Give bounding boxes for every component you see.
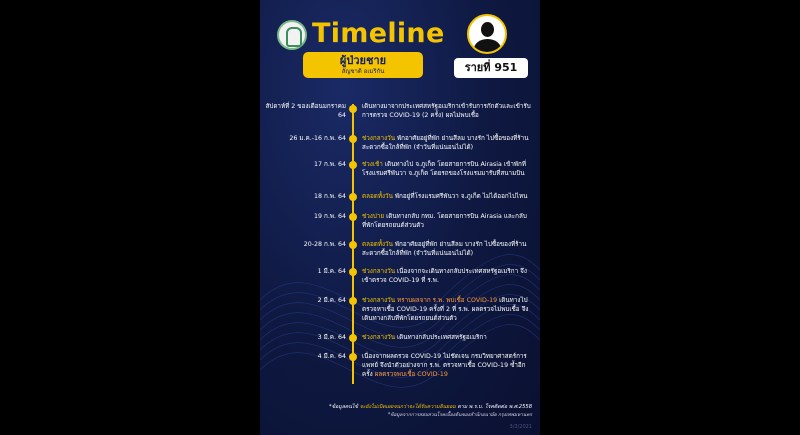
entry-date: 1 มี.ค. 64 bbox=[317, 268, 346, 275]
entry-text: พักอาศัยอยู่ที่พัก ย่านสีลม บางรัก ไปซื้อของที่ร้านสะดวกซื้อใกล้ที่พัก (จำวันที่แน่นอนไม่ได้) bbox=[362, 135, 529, 151]
entry-description bbox=[362, 296, 534, 323]
entry-period: ช่วงกลางวัน bbox=[362, 268, 396, 275]
entry-description bbox=[362, 352, 534, 379]
entry-period: ตลอดทั้งวัน bbox=[362, 241, 393, 248]
entry-description bbox=[362, 192, 534, 201]
patient-avatar-icon bbox=[467, 14, 507, 54]
timeline-dot bbox=[349, 268, 357, 276]
entry-text: เดินทางไป จ.ภูเก็ต โดยสายการบิน Airasia เข้าพักที่โรงแรมศรีพันวา จ.ภูเก็ต โดยรถของโรงแรมมารับที่สนามบิน bbox=[362, 161, 527, 177]
timeline-dot bbox=[349, 135, 357, 143]
patient-badge bbox=[303, 52, 423, 78]
entry-period: ช่วงเช้า bbox=[362, 161, 383, 168]
date-stamp: 3/3/2021 bbox=[509, 424, 532, 430]
timeline-dot bbox=[349, 353, 357, 361]
entry-positive-result: ทราบผลจาก ร.พ. พบเชื้อ COVID-19 bbox=[397, 297, 498, 304]
entry-description bbox=[362, 333, 534, 342]
entry-period: ช่วงกลางวัน bbox=[362, 135, 396, 142]
privacy-note-highlight: จะยังไม่เปิดเผยจนกว่าจะได้รับความยินยอม bbox=[359, 404, 456, 410]
privacy-note bbox=[270, 404, 532, 411]
entry-text: เดินทางกลับประเทศสหรัฐอเมริกา bbox=[397, 334, 487, 341]
entry-description bbox=[362, 240, 534, 258]
timeline-dot bbox=[349, 241, 357, 249]
entry-date: 20-28 ก.พ. 64 bbox=[303, 241, 346, 248]
timeline-dot bbox=[349, 105, 357, 113]
entry-positive-result: ผลตรวจพบเชื้อ COVID-19 bbox=[374, 371, 448, 378]
patient-label: ผู้ป่วยชาย bbox=[339, 54, 387, 67]
entry-date: สัปดาห์ที่ 2 ของเดือนมกราคม 64 bbox=[265, 103, 346, 119]
entry-description bbox=[362, 267, 534, 285]
privacy-note-suffix: ตาม พ.ร.บ. โรคติดต่อ พ.ศ.2558 bbox=[457, 404, 532, 410]
timeline-dot bbox=[349, 193, 357, 201]
bma-seal-logo bbox=[277, 20, 307, 50]
timeline-dot bbox=[349, 334, 357, 342]
entry-date: 2 มี.ค. 64 bbox=[317, 297, 346, 304]
timeline-dot bbox=[349, 213, 357, 221]
entry-text: เนื่องจากผลตรวจ COVID-19 ไม่ชัดเจน กรมวิทยาศาสตร์การแพทย์ จึงนำตัวอย่างจาก ร.พ. ตรวจหาเชื้อ COVID-19 ซ้ำอีกครั้ง bbox=[362, 353, 527, 378]
entry-period: ตลอดทั้งวัน bbox=[362, 193, 393, 200]
entry-description bbox=[362, 102, 534, 120]
page-title: Timeline bbox=[312, 18, 445, 49]
entry-date: 18 ก.พ. 64 bbox=[314, 193, 346, 200]
entry-text: เดินทางมาจากประเทศสหรัฐอเมริกาเข้ารับการกักตัวและเข้ารับการตรวจ COVID-19 (2 ครั้ง) ผลไม่พบเชื้อ bbox=[362, 103, 531, 119]
entry-description bbox=[362, 212, 534, 230]
entry-period: ช่วงบ่าย bbox=[362, 213, 385, 220]
entry-date: 26 ม.ค.-16 ก.พ. 64 bbox=[289, 135, 346, 142]
source-note: *ข้อมูลจากการสอบสวนโรคเบื้องต้นของสำนักอนามัย กรุงเทพมหานคร bbox=[387, 413, 532, 418]
entry-text: พักอาศัยอยู่ที่พัก ย่านสีลม บางรัก ไปซื้อของที่ร้านสะดวกซื้อใกล้ที่พัก (จำวันที่แน่นอนไม่ได้) bbox=[362, 241, 527, 257]
entry-text: เนื่องจากจะเดินทางกลับประเทศสหรัฐอเมริกา จึงเข้าตรวจ COVID-19 ที่ ร.พ. bbox=[362, 268, 527, 284]
entry-period: ช่วงกลางวัน bbox=[362, 297, 396, 304]
entry-period: ช่วงกลางวัน bbox=[362, 334, 396, 341]
entry-text: พักอยู่ที่โรงแรมศรีพันวา จ.ภูเก็ต ไม่ได้ออกไปไหน bbox=[394, 193, 528, 200]
timeline-dot bbox=[349, 161, 357, 169]
entry-text: เดินทางกลับ กทม. โดยสายการบิน Airasia และกลับที่พักโดยรถยนต์ส่วนตัว bbox=[362, 213, 527, 229]
entry-text: เดินทางไปตรวจหาเชื้อ COVID-19 ครั้งที่ 2 ที่ ร.พ. ผลตรวจไม่พบเชื้อ จึงเดินทางกลับที่พักโดยรถยนต์ส่วนตัว bbox=[362, 297, 529, 322]
entry-description bbox=[362, 134, 534, 152]
case-number-badge: รายที่ 951 bbox=[454, 58, 528, 78]
entry-date: 4 มี.ค. 64 bbox=[317, 353, 346, 360]
entry-date: 3 มี.ค. 64 bbox=[317, 334, 346, 341]
entry-description bbox=[362, 160, 534, 178]
entry-date: 17 ก.พ. 64 bbox=[314, 161, 346, 168]
nationality-label: สัญชาติ อเมริกัน bbox=[341, 68, 385, 75]
privacy-note-prefix: *ข้อมูลคนไข้ bbox=[329, 404, 359, 410]
timeline-dot bbox=[349, 297, 357, 305]
timeline-card bbox=[260, 0, 540, 435]
entry-date: 19 ก.พ. 64 bbox=[314, 213, 346, 220]
